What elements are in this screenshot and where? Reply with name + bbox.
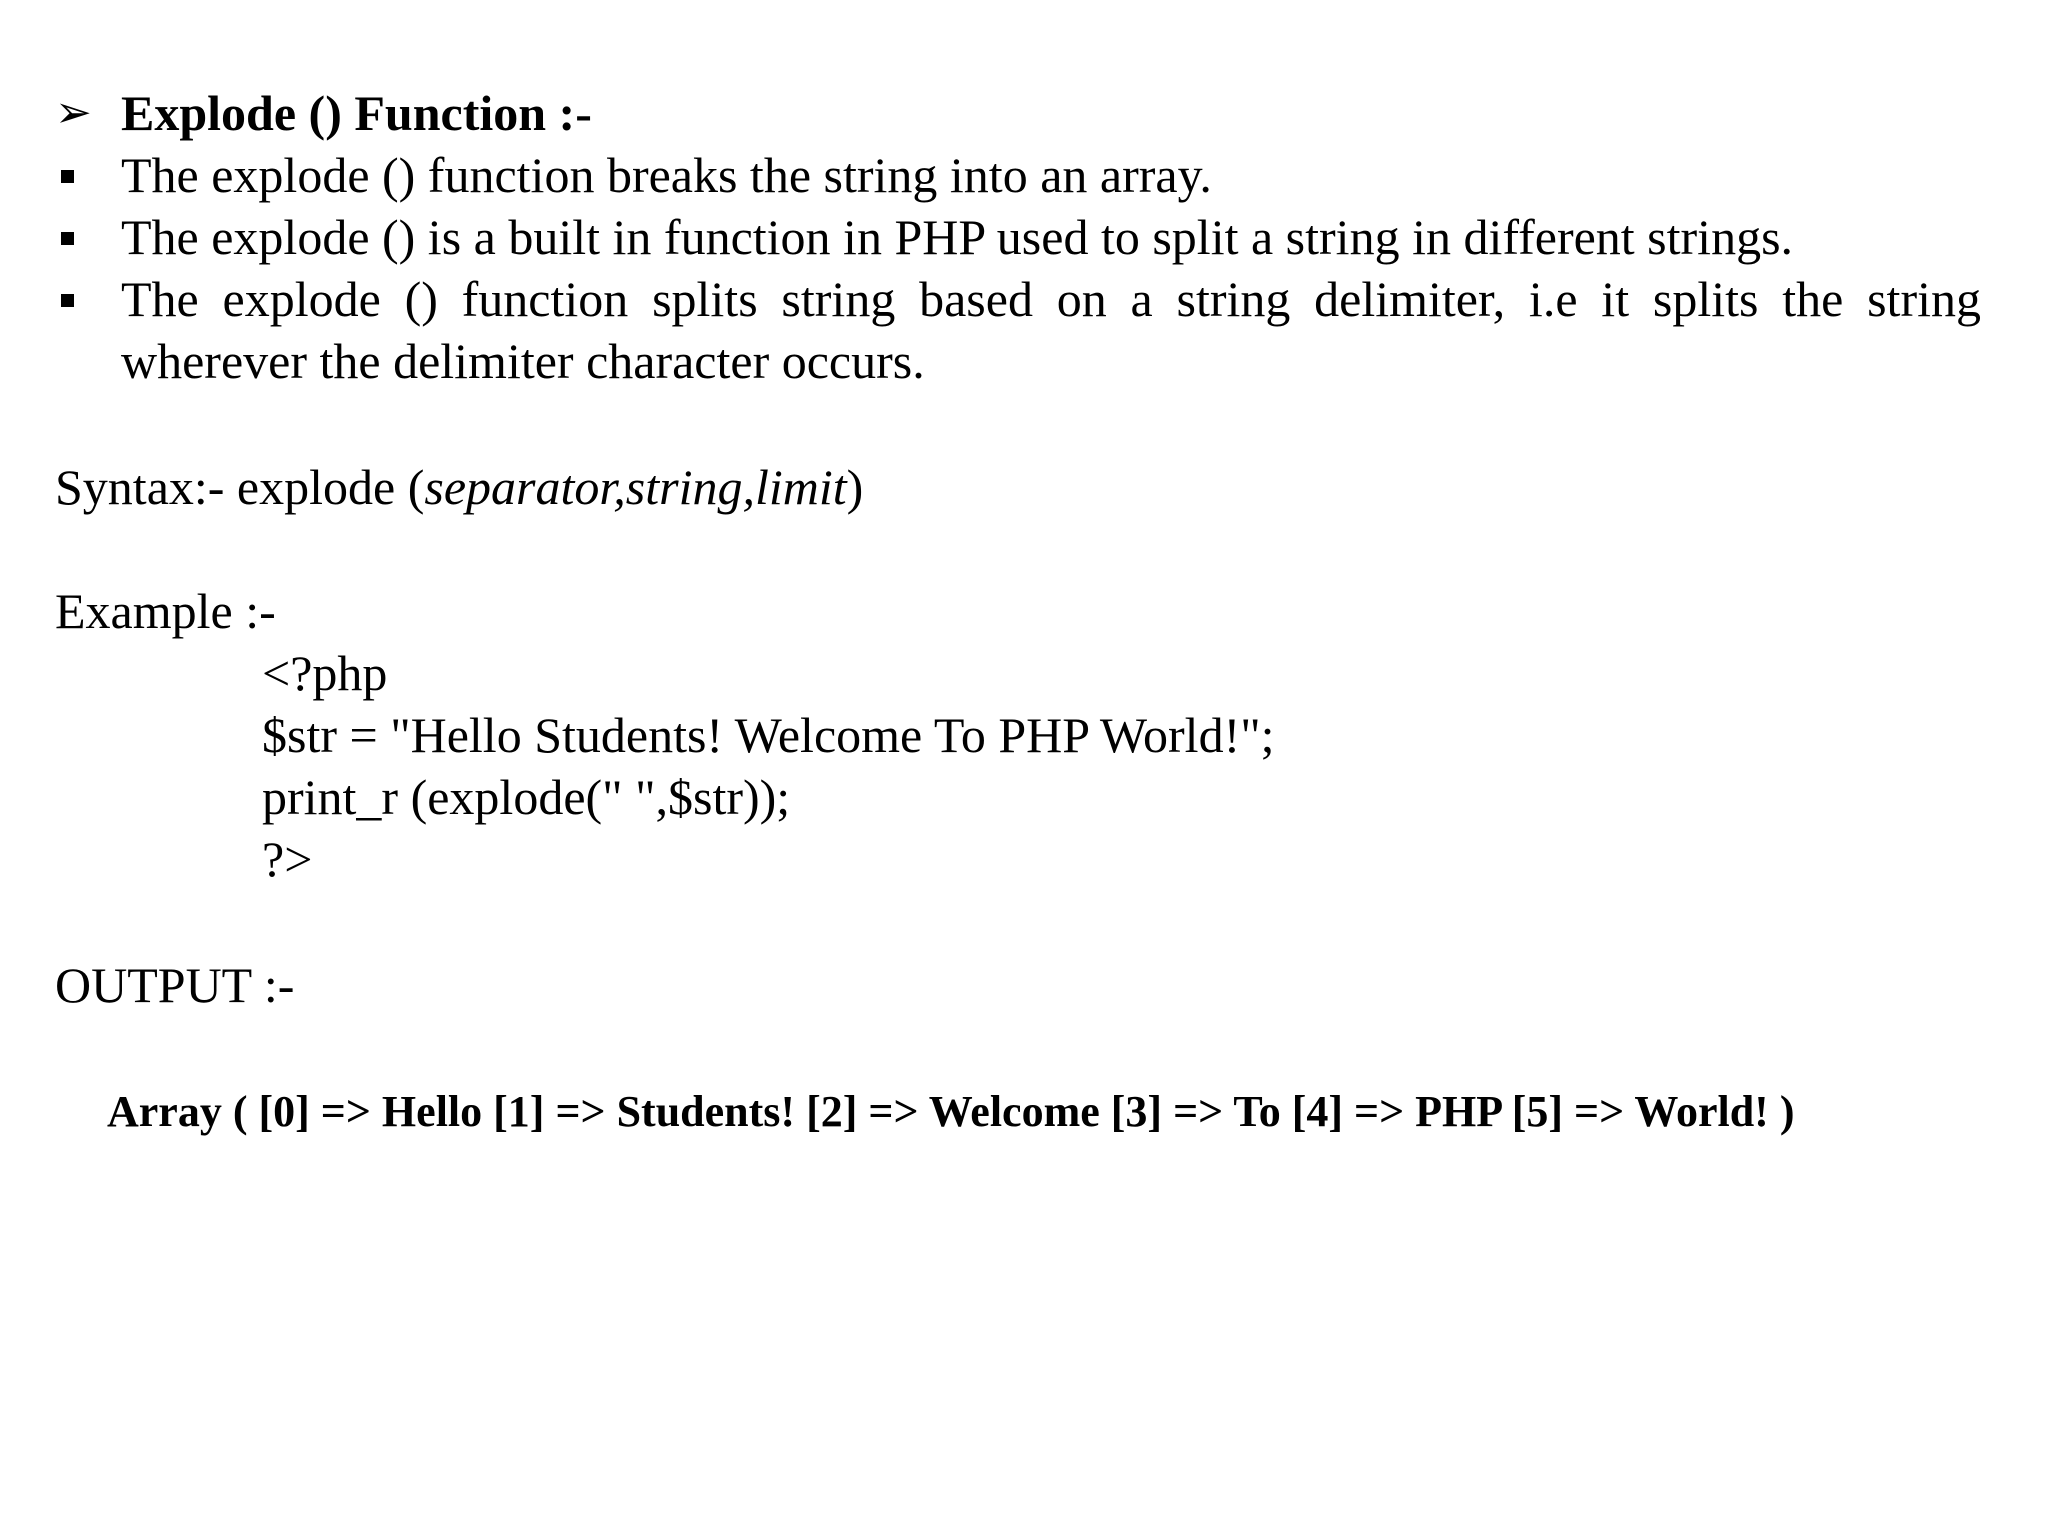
square-bullet-icon xyxy=(61,294,74,307)
example-label: Example :- xyxy=(55,583,276,639)
bullet-text: The explode () function breaks the string into an array. xyxy=(121,147,1212,203)
output-label: OUTPUT :- xyxy=(55,957,295,1013)
square-bullet-icon xyxy=(61,170,74,183)
syntax-label: Syntax:- explode ( xyxy=(55,459,425,515)
code-line: <?php xyxy=(262,645,388,701)
code-line: $str = "Hello Students! Welcome To PHP World!"; xyxy=(262,707,1275,763)
output-value: Array ( [0] => Hello [1] => Students! [2] => Welcome [3] => To [4] => PHP [5] => World! ) xyxy=(107,1087,1795,1136)
heading-title: Explode () Function :- xyxy=(121,85,592,141)
bullet-text: The explode () function splits string based on a string delimiter, i.e it splits the string xyxy=(121,271,1981,327)
bullet-text: The explode () is a built in function in PHP used to split a string in different strings. xyxy=(121,209,1794,265)
code-line: ?> xyxy=(262,831,313,887)
syntax-line xyxy=(55,456,863,518)
code-line: print_r (explode(" ",$str)); xyxy=(262,769,791,825)
bullet-text: wherever the delimiter character occurs. xyxy=(121,333,925,389)
square-bullet-icon xyxy=(61,232,74,245)
syntax-params: separator,string,limit xyxy=(424,459,847,515)
syntax-close: ) xyxy=(846,459,864,515)
arrow-bullet-icon: ➢ xyxy=(55,87,92,138)
